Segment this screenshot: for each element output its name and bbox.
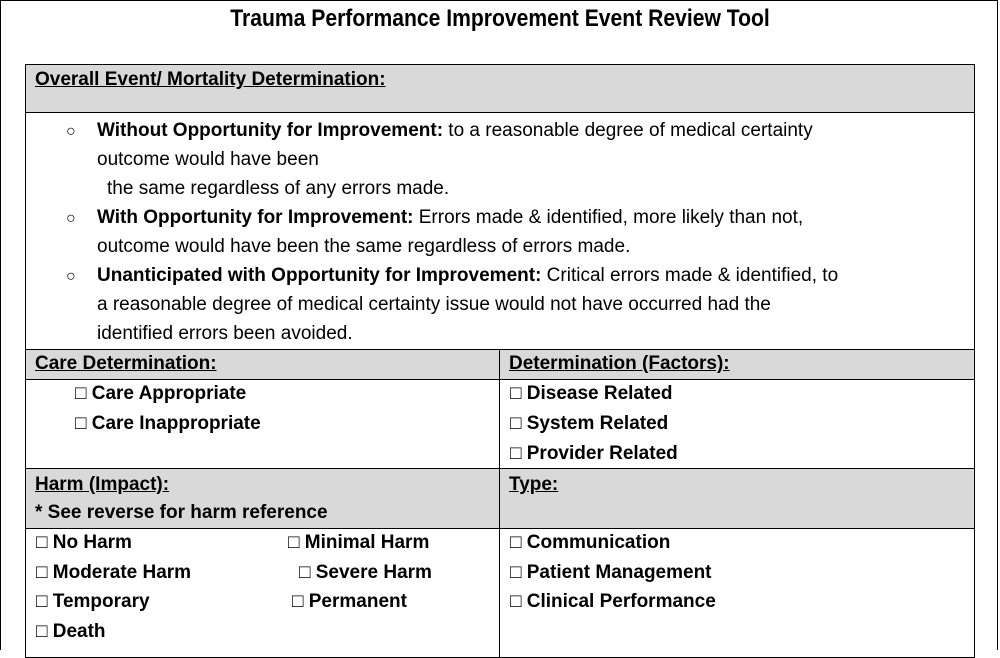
- factors-header-cell: [499, 349, 975, 380]
- radio-option-3[interactable]: ○: [66, 268, 76, 285]
- checkbox-patient-management[interactable]: □ Patient Management: [510, 562, 712, 583]
- harm-note: * See reverse for harm reference: [35, 502, 328, 523]
- option-1-line-3: the same regardless of any errors made.: [107, 178, 450, 199]
- option-1-line-2: outcome would have been: [97, 149, 319, 170]
- overall-header-cell: [25, 64, 975, 113]
- checkbox-death[interactable]: □ Death: [36, 621, 106, 642]
- checkbox-clinical-performance[interactable]: □ Clinical Performance: [510, 591, 716, 612]
- option-3-text: Critical errors made & identified, to: [541, 265, 839, 286]
- option-2-text: Errors made & identified, more likely than not,: [413, 207, 804, 228]
- review-table: [25, 64, 975, 654]
- checkbox-temporary[interactable]: □ Temporary: [36, 591, 150, 612]
- checkbox-moderate-harm[interactable]: □ Moderate Harm: [36, 562, 192, 583]
- harm-items-cell: [25, 528, 500, 658]
- care-header-cell: [25, 349, 500, 380]
- checkbox-care-appropriate[interactable]: □ Care Appropriate: [75, 383, 247, 404]
- overall-options-cell: [25, 112, 975, 350]
- checkbox-disease-related[interactable]: □ Disease Related: [510, 383, 673, 404]
- radio-option-1[interactable]: ○: [66, 123, 76, 140]
- overall-header: Overall Event/ Mortality Determination:: [35, 69, 386, 90]
- option-1-text: to a reasonable degree of medical certainty: [443, 120, 813, 141]
- checkbox-care-inappropriate[interactable]: □ Care Inappropriate: [75, 413, 261, 434]
- option-2-line-1: [97, 203, 803, 232]
- option-3-line-2: a reasonable degree of medical certainty issue would not have occurred had the: [97, 294, 771, 315]
- radio-option-2[interactable]: ○: [66, 210, 76, 227]
- checkbox-communication[interactable]: □ Communication: [510, 532, 671, 553]
- type-header: Type:: [509, 474, 559, 495]
- type-header-cell: [499, 468, 975, 529]
- harm-header: Harm (Impact):: [35, 474, 170, 495]
- checkbox-no-harm[interactable]: □ No Harm: [36, 532, 132, 553]
- harm-header-cell: [25, 468, 500, 529]
- factors-items-cell: [499, 379, 975, 469]
- option-2-title: With Opportunity for Improvement:: [97, 207, 414, 228]
- checkbox-system-related[interactable]: □ System Related: [510, 413, 669, 434]
- checkbox-severe-harm[interactable]: □ Severe Harm: [299, 562, 432, 583]
- checkbox-permanent[interactable]: □ Permanent: [292, 591, 407, 612]
- care-header: Care Determination:: [35, 353, 217, 374]
- care-items-cell: [25, 379, 500, 469]
- option-3-line-1: [97, 261, 838, 290]
- option-3-line-3: identified errors been avoided.: [97, 323, 353, 344]
- option-1-line-1: [97, 116, 813, 145]
- option-2-line-2: outcome would have been the same regardless of errors made.: [97, 236, 631, 257]
- type-items-cell: [499, 528, 975, 658]
- option-1-title: Without Opportunity for Improvement:: [97, 120, 444, 141]
- page-title: Trauma Performance Improvement Event Review Tool: [230, 5, 770, 32]
- checkbox-minimal-harm[interactable]: □ Minimal Harm: [288, 532, 430, 553]
- factors-header: Determination (Factors):: [509, 353, 730, 374]
- checkbox-provider-related[interactable]: □ Provider Related: [510, 443, 678, 464]
- option-3-title: Unanticipated with Opportunity for Improvement:: [97, 265, 542, 286]
